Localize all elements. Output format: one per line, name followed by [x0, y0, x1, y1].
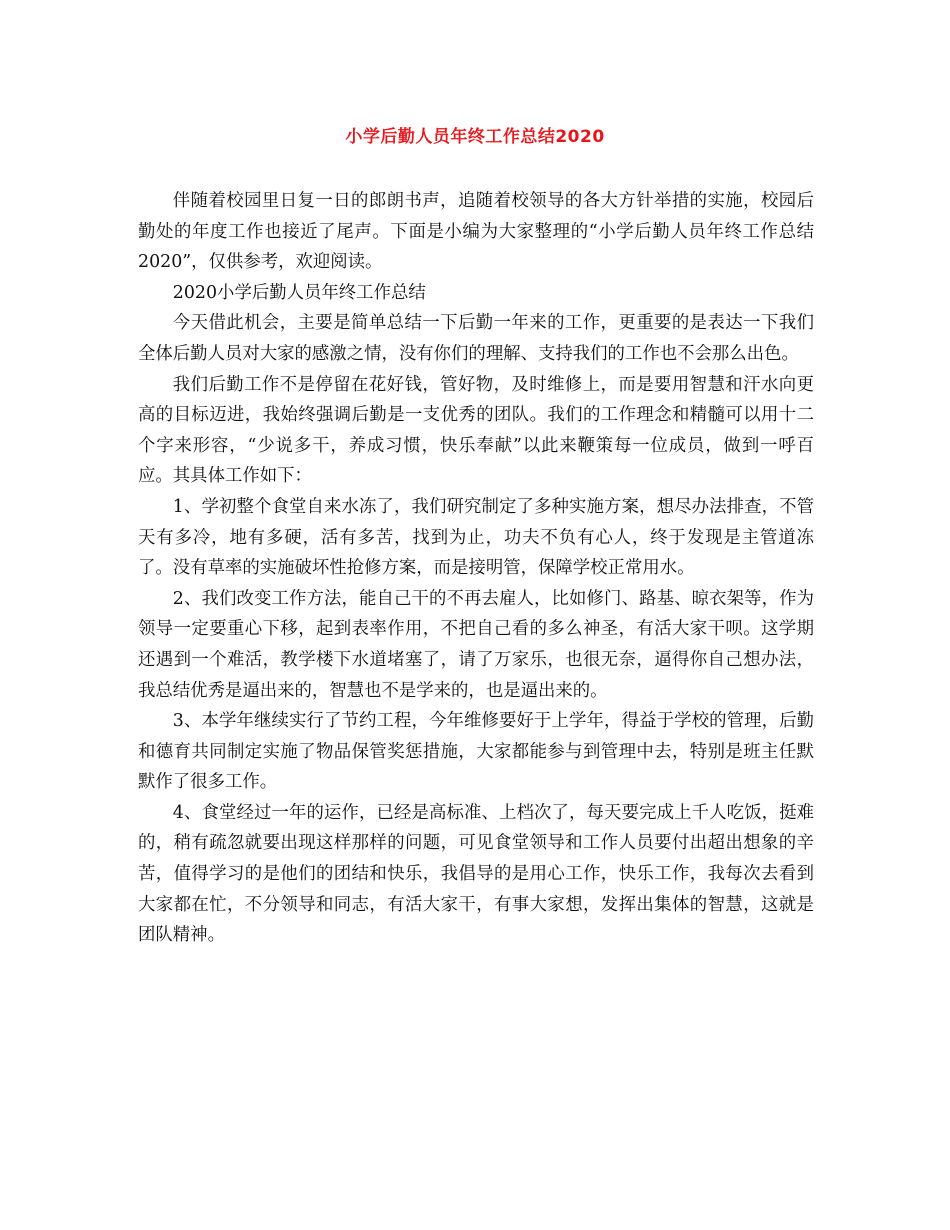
paragraph-item-2: 2、我们改变工作方法，能自己干的不再去雇人，比如修门、路基、晾衣架等，作为领导一定要重心下移，起到表率作用，不把自己看的多么神圣，有活大家干呗。这学期还遇到一个难活，教学楼下水道堵塞了，请了万家乐，也很无奈，逼得你自己想办法，我总结优秀是逼出来的，智慧也不是学来的，也是逼出来的。	[138, 588, 814, 701]
paragraph-opening: 今天借此机会，主要是简单总结一下后勤一年来的工作，更重要的是表达一下我们全体后勤人员对大家的感激之情，没有你们的理解、支持我们的工作也不会那么出色。	[138, 313, 814, 364]
paragraph-subtitle: 2020小学后勤人员年终工作总结	[172, 282, 426, 303]
paragraph-intro: 伴随着校园里日复一日的郎朗书声，追随着校领导的各大方针举措的实施，校园后勤处的年度工作也接近了尾声。下面是小编为大家整理的“小学后勤人员年终工作总结2020”，仅供参考，欢迎阅读。	[138, 191, 814, 273]
paragraph-item-4: 4、食堂经过一年的运作，已经是高标准、上档次了，每天要完成上千人吃饭，挺难的，稍有疏忽就要出现这样那样的问题，可见食堂领导和工作人员要付出超出想象的辛苦，值得学习的是他们的团结和快乐，我倡导的是用心工作，快乐工作，我每次去看到大家都在忙，不分领导和同志，有活大家干，有事大家想，发挥出集体的智慧，这就是团队精神。	[138, 802, 814, 946]
paragraph-philosophy: 我们后勤工作不是停留在花好钱，管好物，及时维修上，而是要用智慧和汗水向更高的目标迈进，我始终强调后勤是一支优秀的团队。我们的工作理念和精髓可以用十二个字来形容，“少说多干，养成习惯，快乐奉献”以此来鞭策每一位成员，做到一呼百应。其具体工作如下：	[138, 374, 814, 487]
document-title: 小学后勤人员年终工作总结2020	[345, 127, 605, 147]
document-body	[138, 186, 814, 951]
paragraph-item-3: 3、本学年继续实行了节约工程，今年维修要好于上学年，得益于学校的管理，后勤和德育共同制定实施了物品保管奖惩措施，大家都能参与到管理中去，特别是班主任默默作了很多工作。	[138, 711, 814, 793]
paragraph-item-1: 1、学初整个食堂自来水冻了，我们研究制定了多种实施方案，想尽办法排查，不管天有多冷，地有多硬，活有多苦，找到为止，功夫不负有心人，终于发现是主管道冻了。没有草率的实施破坏性抢修方案，而是接明管，保障学校正常用水。	[138, 496, 814, 579]
